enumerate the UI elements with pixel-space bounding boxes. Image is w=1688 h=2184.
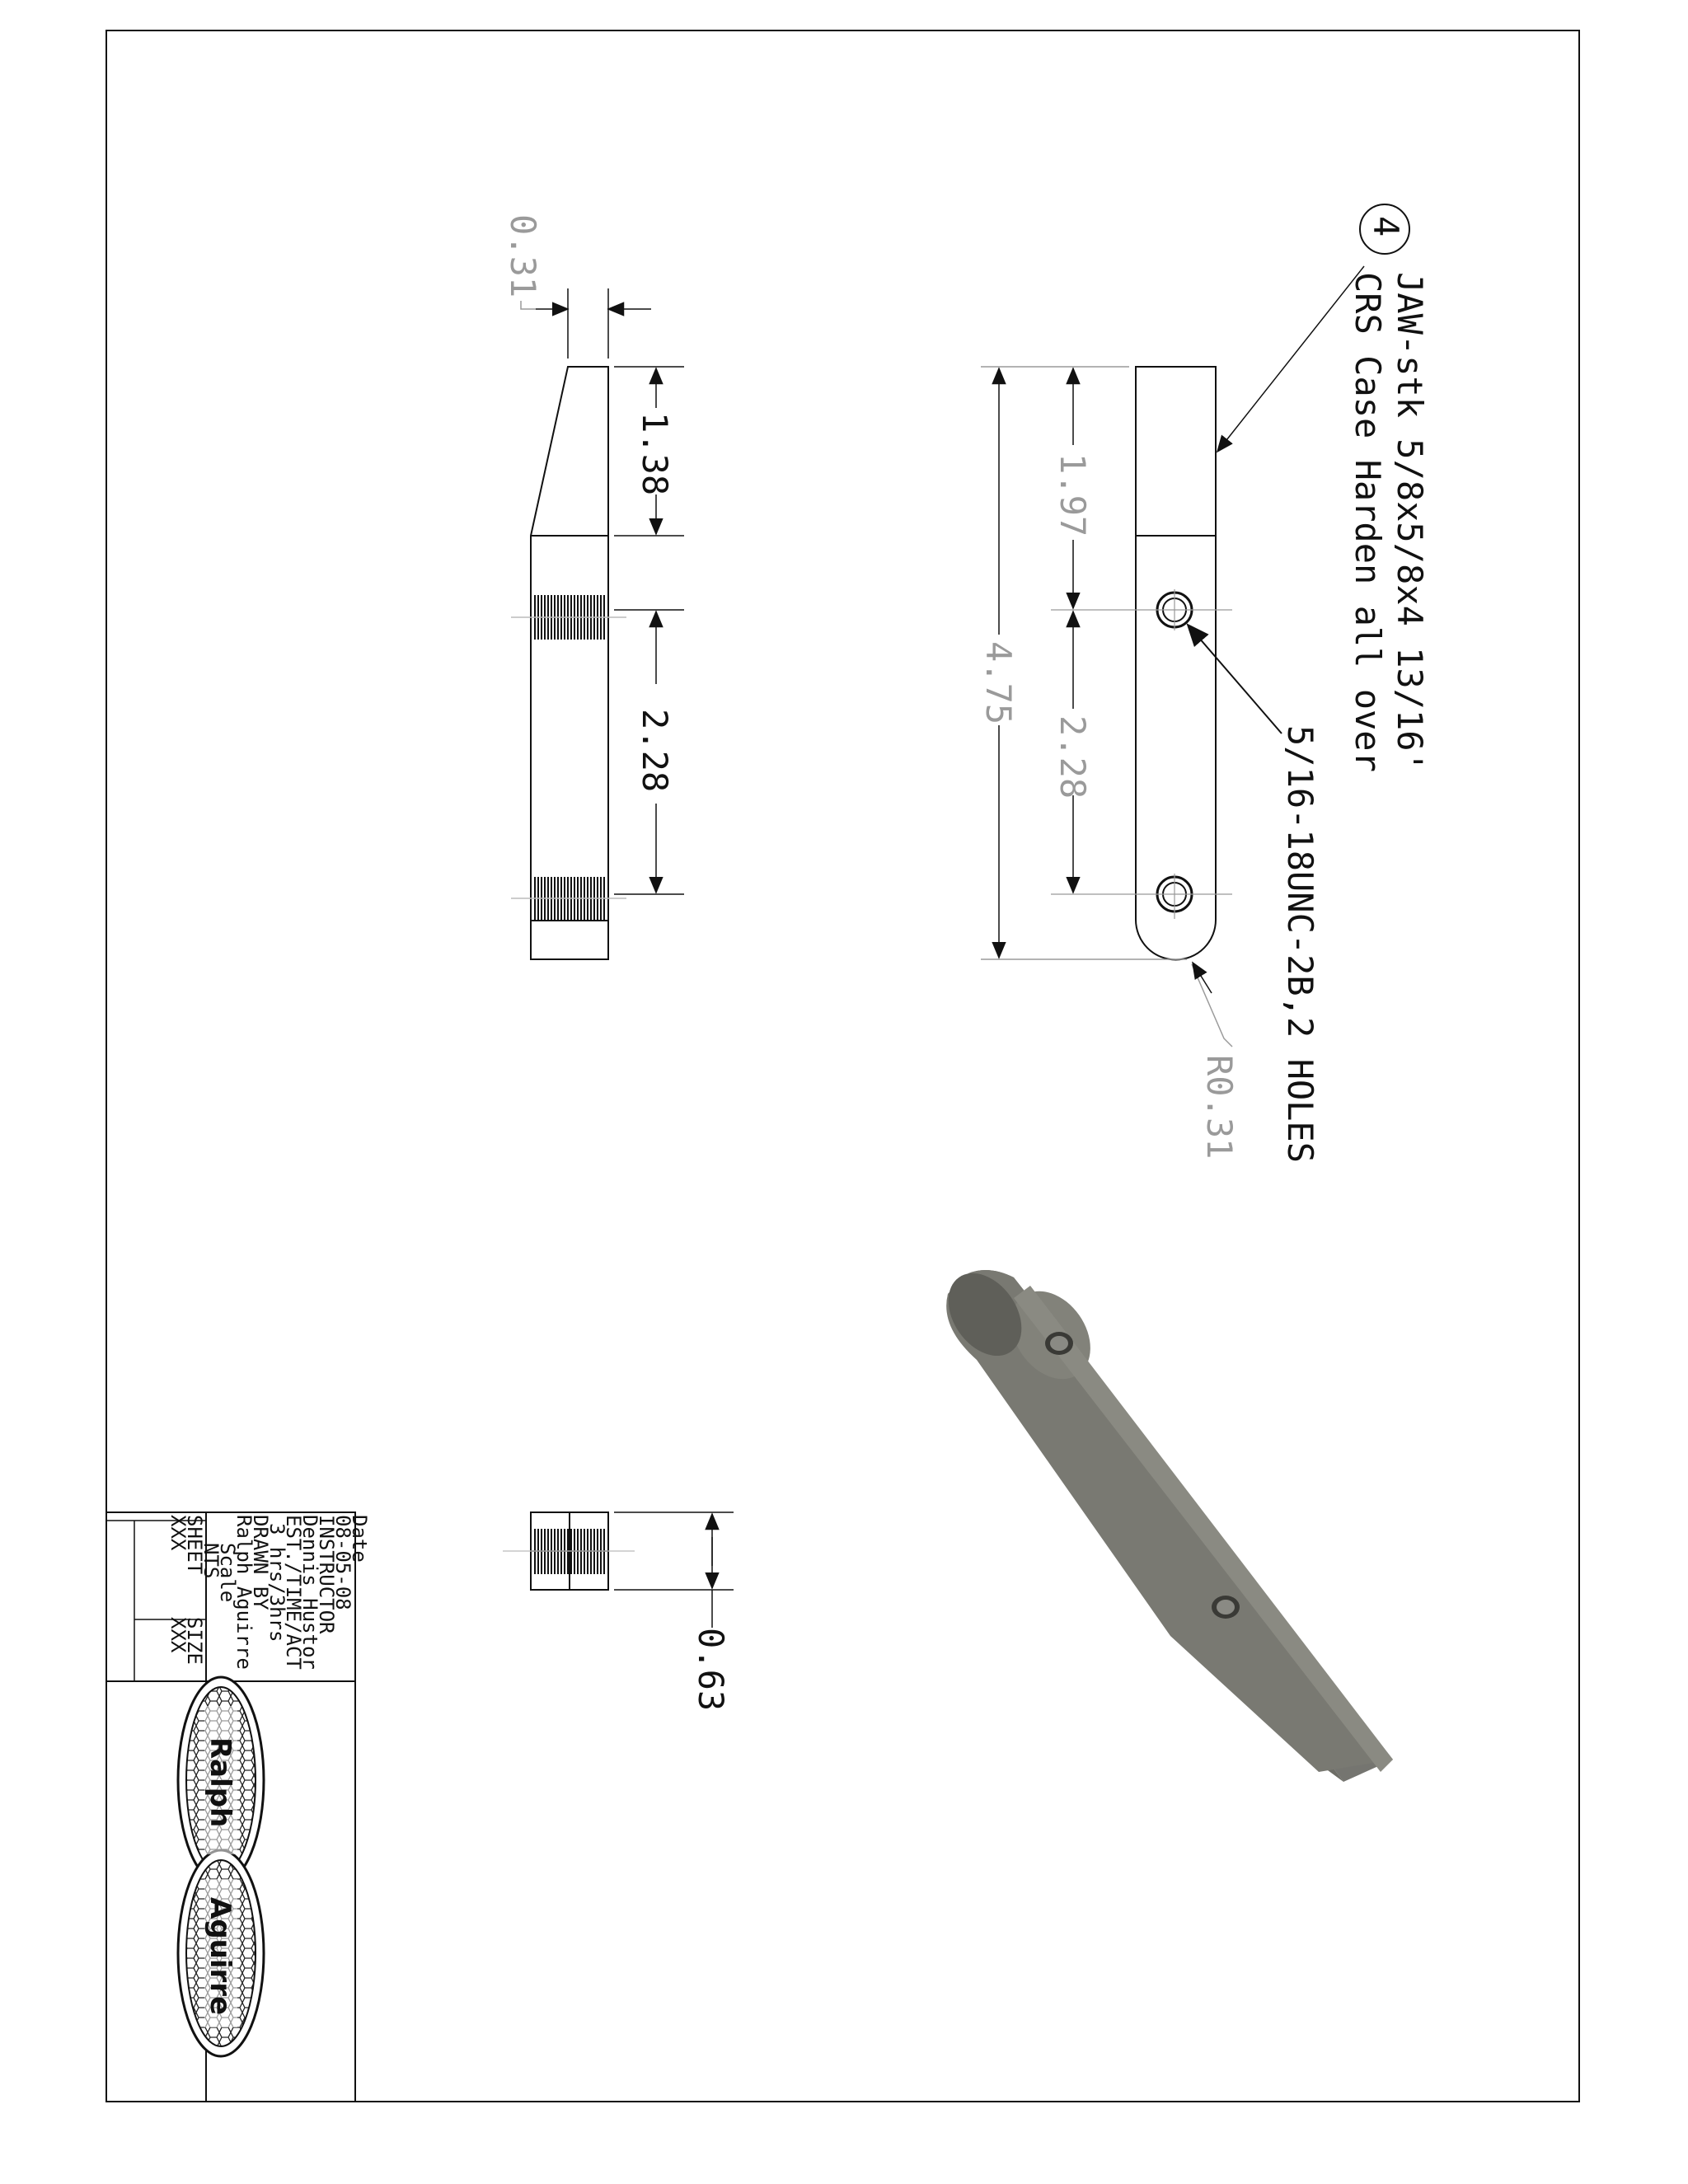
end-view [503,1512,734,1711]
part-balloon [1360,204,1409,254]
isometric-part-render [933,1259,1393,1782]
callout-line1: JAW-stk 5/8x5/8x4 13/16' [1390,272,1430,772]
tb-sheet-label: SHEET [183,1515,206,1575]
tb-est-label: EST./TIME/ACT [282,1515,305,1670]
tb-est-value: 3 hrs/3hrs [265,1523,288,1643]
dim-1-97: 1.97 [1053,453,1093,537]
logo-word-ralph: Ralph [204,1737,237,1828]
dim-0-63: 0.63 [691,1628,731,1712]
tb-sheet-value: XXX [166,1515,190,1551]
tb-date-label: Date [348,1515,371,1563]
front-view-outline [1136,367,1216,960]
dim-2-28-front: 2.28 [1053,715,1093,799]
tb-drawn-value: Ralph Aguirre [232,1515,256,1670]
dim-0-31: 0.31 [503,214,543,298]
iso-hole-upper [1045,1332,1073,1355]
side-view-outline [531,367,608,959]
dim-4-75: 4.75 [978,641,1019,725]
tb-instructor-value: Dennis Hustor [298,1515,321,1670]
side-view [503,214,684,959]
ralph-aguirre-logo [178,1677,264,2056]
iso-hole-lower [1212,1596,1240,1619]
tb-size-label: SIZE [183,1617,206,1665]
callout-line2: CRS Case Harden all over [1348,272,1388,772]
dim-1-38: 1.38 [635,412,675,496]
dim-2-28-side: 2.28 [635,709,675,793]
tb-date-value: 08-05-08 [331,1515,354,1610]
hole-note: 5/16-18UNC-2B,2 HOLES [1280,725,1320,1164]
tb-drawn-label: DRAWN BY [249,1515,272,1610]
radius-note: R0.31 [1199,1055,1240,1160]
title-block [106,1512,371,2102]
tb-scale-label: Scale [216,1543,239,1603]
logo-word-aguirre: Aguirre [204,1897,237,2016]
tb-instructor-label: INSTRUCTOR [315,1515,338,1634]
balloon-number: 4 [1366,216,1406,237]
tb-size-value: XXX [166,1617,190,1653]
callout-leader [1217,266,1364,452]
radius-leader [1192,964,1232,1047]
tb-scale-value: NTS [199,1543,223,1579]
